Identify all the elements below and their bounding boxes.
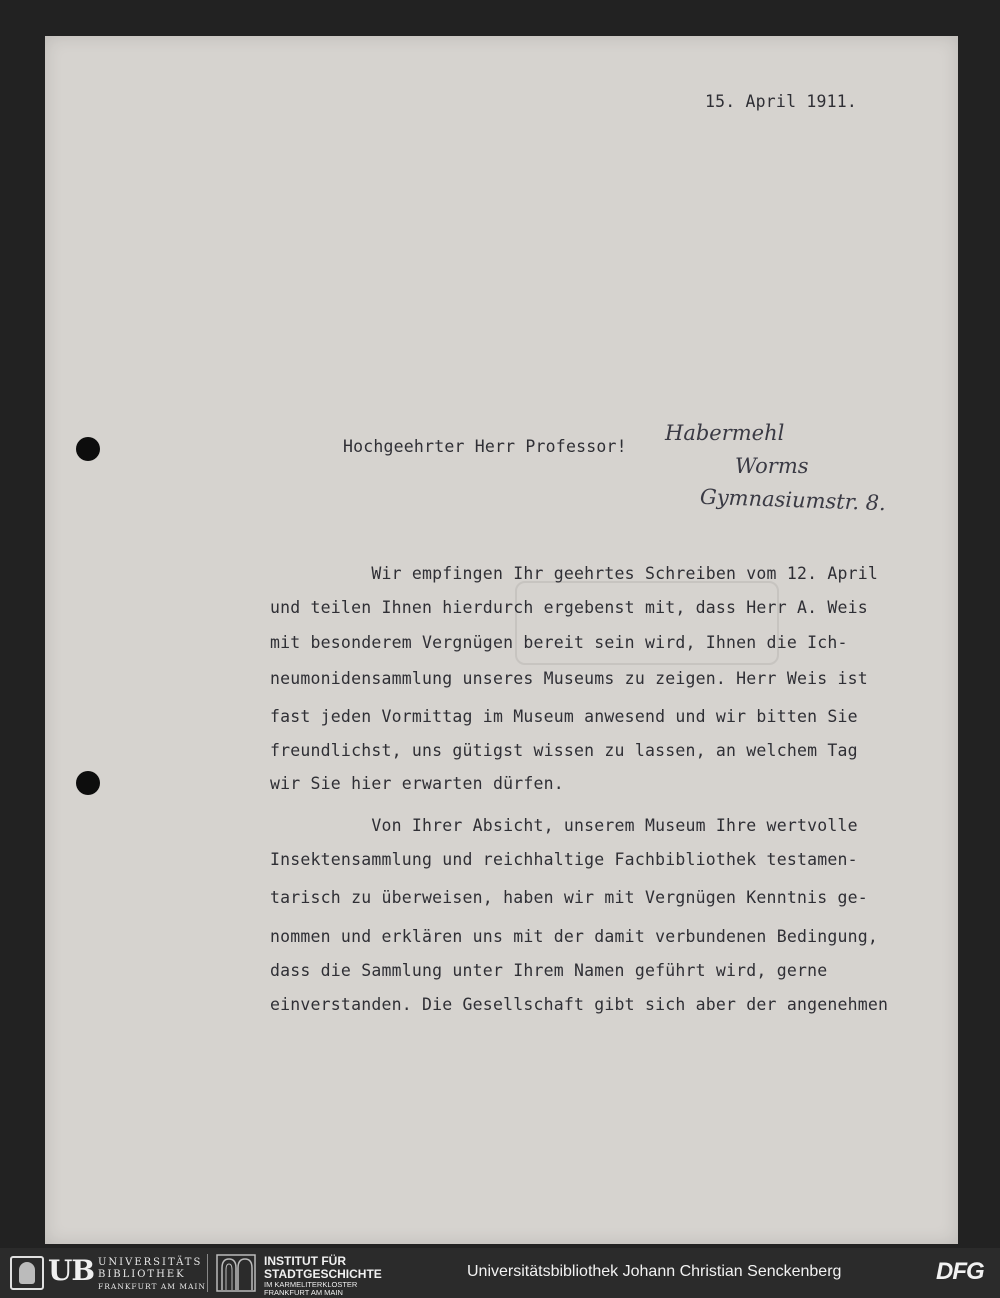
handwritten-city: Worms <box>735 454 809 478</box>
body-line-9: Insektensammlung und reichhaltige Fachbibliothek testamen- <box>270 850 858 869</box>
body-line-7: wir Sie hier erwarten dürfen. <box>270 774 564 793</box>
letter-page <box>45 36 958 1244</box>
body-line-10: tarisch zu überweisen, haben wir mit Vergnügen Kenntnis ge- <box>270 888 868 907</box>
viewer-footer <box>0 1248 1000 1298</box>
ub-logo-letters: UB <box>48 1254 95 1287</box>
body-line-4: neumonidensammlung unseres Museums zu zeigen. Herr Weis ist <box>270 669 868 688</box>
faint-stamp-bleedthrough <box>515 581 779 665</box>
isg-logo-line-3: IM KARMELITERKLOSTER <box>264 1280 358 1289</box>
ub-logo-line-2: BIBLIOTHEK <box>98 1269 186 1280</box>
dfg-logo: DFG <box>936 1258 984 1285</box>
ub-logo-line-3: FRANKFURT AM MAIN <box>98 1282 206 1291</box>
isg-logo-line-1: INSTITUT FÜR <box>264 1254 346 1268</box>
body-line-6: freundlichst, uns gütigst wissen zu lassen, an welchem Tag <box>270 741 858 760</box>
body-line-1: Wir empfingen Ihr geehrtes Schreiben vom 12. April <box>270 564 879 583</box>
body-line-2: und teilen Ihnen hierdurch ergebenst mit, dass Herr A. Weis <box>270 598 868 617</box>
punch-hole-top <box>76 437 100 461</box>
body-line-3: mit besonderem Vergnügen bereit sein wird, Ihnen die Ich- <box>270 633 848 652</box>
isg-logo-line-2: STADTGESCHICHTE <box>264 1267 382 1281</box>
ub-logo-icon <box>10 1256 44 1290</box>
ub-logo-line-1: UNIVERSITÄTS <box>98 1257 203 1268</box>
isg-logo-line-4: FRANKFURT AM MAIN <box>264 1288 343 1297</box>
body-line-8: Von Ihrer Absicht, unserem Museum Ihre wertvolle <box>270 816 858 835</box>
handwritten-name: Habermehl <box>665 421 785 445</box>
body-line-12: dass die Sammlung unter Ihrem Namen geführt wird, gerne <box>270 961 828 980</box>
isg-logo-icon <box>216 1254 256 1292</box>
handwritten-street: Gymnasiumstr. 8. <box>699 484 887 516</box>
footer-divider <box>207 1254 208 1292</box>
punch-hole-bottom <box>76 771 100 795</box>
body-line-5: fast jeden Vormittag im Museum anwesend und wir bitten Sie <box>270 707 858 726</box>
letter-date: 15. April 1911. <box>705 92 858 111</box>
body-line-11: nommen und erklären uns mit der damit verbundenen Bedingung, <box>270 927 879 946</box>
body-line-13: einverstanden. Die Gesellschaft gibt sich aber der angenehmen <box>270 995 889 1014</box>
footer-library-name: Universitätsbibliothek Johann Christian Senckenberg <box>467 1263 842 1280</box>
letter-salutation: Hochgeehrter Herr Professor! <box>343 437 627 456</box>
